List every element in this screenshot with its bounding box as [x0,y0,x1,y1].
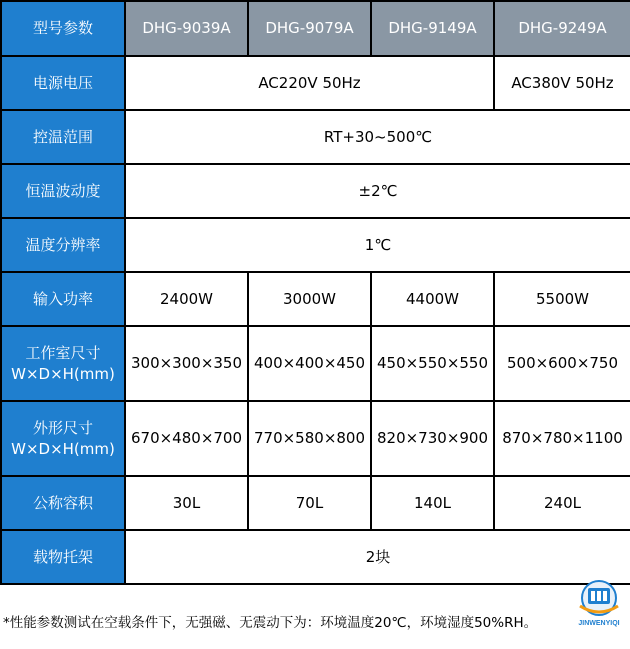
row-label: 控温范围 [1,110,125,164]
table-cell: AC380V 50Hz [494,56,630,110]
table-cell: RT+30~500℃ [125,110,630,164]
resolution-row [1,218,630,272]
volume-row [1,476,630,530]
model-header: DHG-9149A [371,1,494,56]
logo-text: JINWENYIQI [578,620,620,627]
table-cell: 770×580×800 [248,401,371,476]
table-cell: 240L [494,476,630,530]
outer-size-row [1,401,630,476]
header-label: 型号参数 [1,1,125,56]
row-label-line2: W×D×H(mm) [11,439,115,458]
row-label: 输入功率 [1,272,125,326]
table-cell: 70L [248,476,371,530]
row-label: 恒温波动度 [1,164,125,218]
model-header: DHG-9249A [494,1,630,56]
table-cell: 2400W [125,272,248,326]
table-cell: 670×480×700 [125,401,248,476]
table-cell: 400×400×450 [248,326,371,401]
footnote: *性能参数测试在空载条件下，无强磁、无震动下为：环境温度20℃，环境湿度50%RH。 [3,615,538,631]
table-cell: 820×730×900 [371,401,494,476]
table-cell: AC220V 50Hz [125,56,494,110]
row-label [1,401,125,476]
shelves-row [1,530,630,584]
table-cell: 300×300×350 [125,326,248,401]
voltage-row [1,56,630,110]
table-cell: 4400W [371,272,494,326]
row-label [1,326,125,401]
row-label: 电源电压 [1,56,125,110]
power-row [1,272,630,326]
table-cell: 30L [125,476,248,530]
table-cell: 450×550×550 [371,326,494,401]
row-label: 公称容积 [1,476,125,530]
table-cell: 5500W [494,272,630,326]
model-header: DHG-9079A [248,1,371,56]
temp-range-row [1,110,630,164]
table-cell: 1℃ [125,218,630,272]
table-cell: 3000W [248,272,371,326]
row-label: 载物托架 [1,530,125,584]
row-label-line1: 外形尺寸 [32,418,93,437]
table-cell: 140L [371,476,494,530]
table-cell: ±2℃ [125,164,630,218]
table-cell: 2块 [125,530,630,584]
chamber-size-row [1,326,630,401]
row-label-line1: 工作室尺寸 [25,343,101,362]
model-header: DHG-9039A [125,1,248,56]
logo-icon [570,578,628,628]
fluctuation-row [1,164,630,218]
table-cell: 870×780×1100 [494,401,630,476]
header-row [1,1,630,56]
row-label: 温度分辨率 [1,218,125,272]
row-label-line2: W×D×H(mm) [11,364,115,383]
table-cell: 500×600×750 [494,326,630,401]
